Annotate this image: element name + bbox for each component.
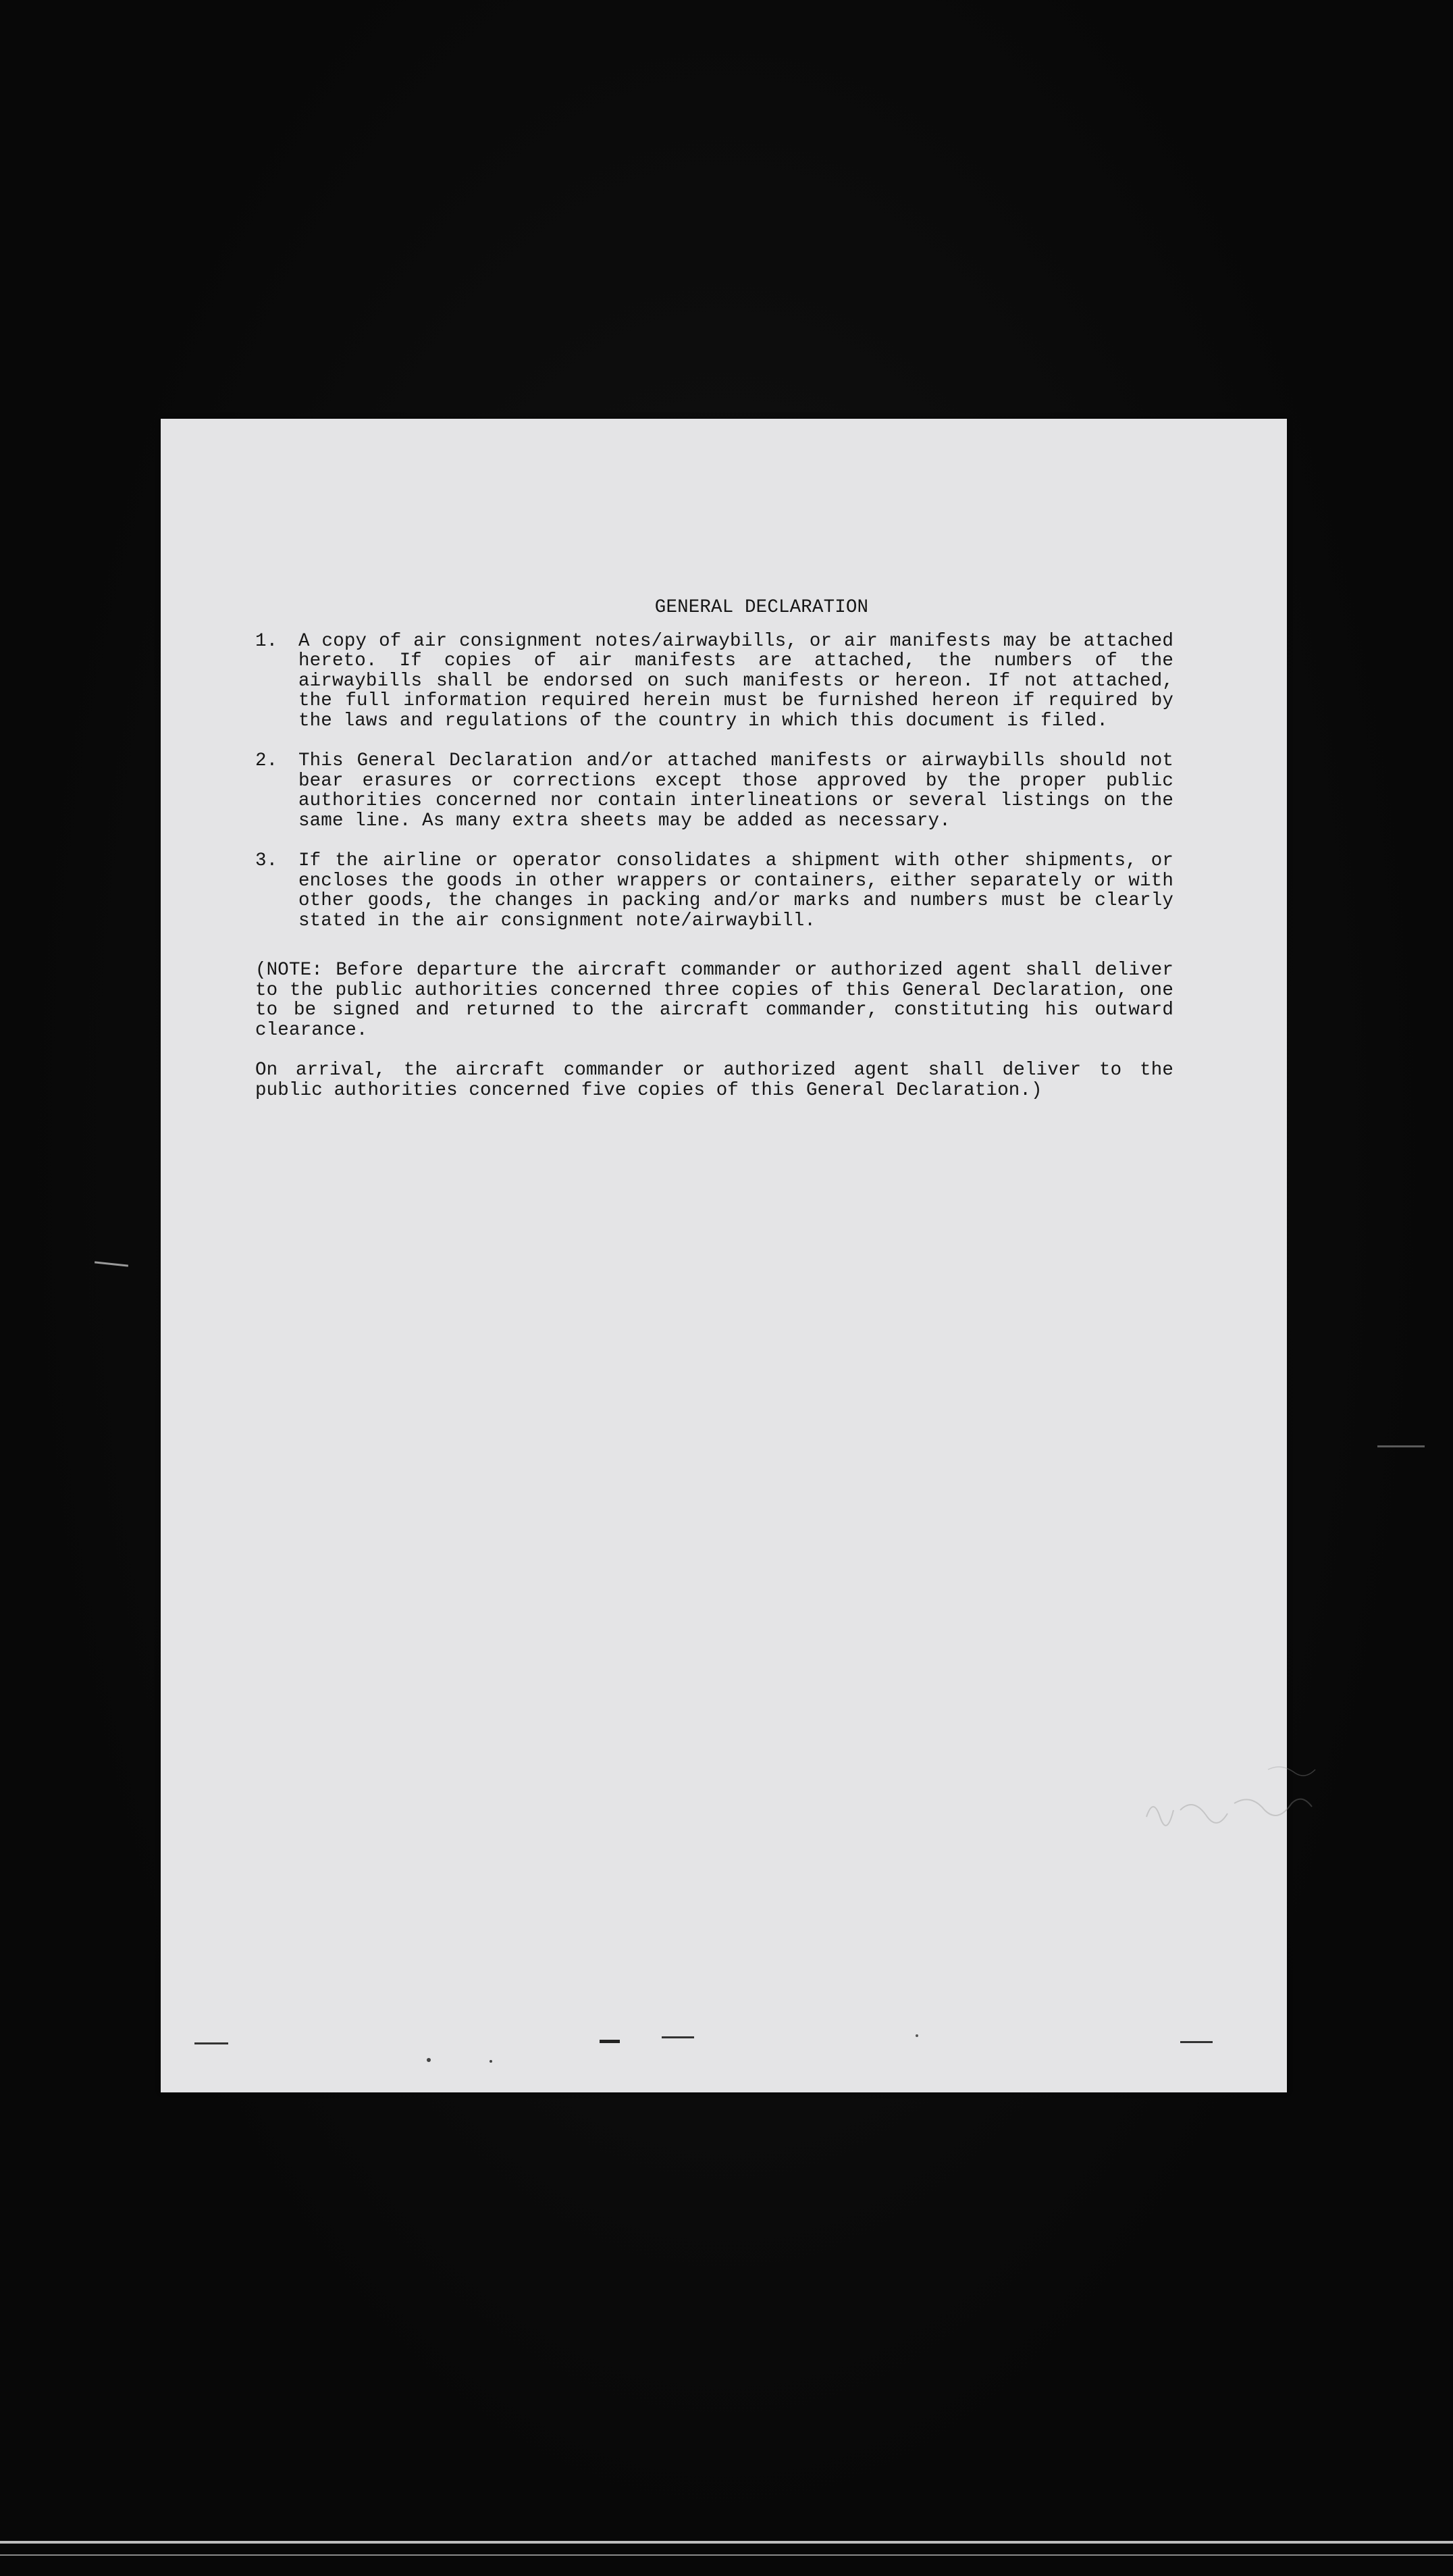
- item-text: This General Declaration and/or attached manifests or airwaybills should not bear erasures or corrections except those approved by the proper public authorities concerned nor contain interlineations or several listings on the same line. As many extra sheets may be added as necessary.: [298, 750, 1173, 831]
- departure-note: (NOTE: Before departure the aircraft commander or authorized agent shall deliver to the public authorities concerned three copies of this General Declaration, one to be signed and returned to the aircraft commander, constituting his outward clearance.: [255, 960, 1173, 1041]
- document-page: [161, 419, 1287, 2092]
- faint-handwritten-mark: [1133, 1756, 1403, 1851]
- scan-bottom-rule: [0, 2541, 1453, 2544]
- instruction-item: [255, 851, 1173, 931]
- scan-bottom-rule: [0, 2554, 1453, 2556]
- item-text: A copy of air consignment notes/airwaybills, or air manifests may be attached hereto. If copies of air manifests are attached, the numbers of the airwaybills shall be endorsed on such manifests or hereon. If not attached, the full information required herein must be furnished hereon if required by the laws and regulations of the country in which this document is filed.: [298, 630, 1173, 731]
- item-number: 1.: [255, 630, 278, 652]
- instruction-item: [255, 632, 1173, 731]
- instruction-item: [255, 751, 1173, 831]
- item-text: If the airline or operator consolidates a shipment with other shipments, or encloses the goods in other wrappers or containers, either separately or with other goods, the changes in packing and/or marks and numbers must be clearly stated in the air consignment note/airwaybill.: [298, 850, 1173, 931]
- arrival-note: On arrival, the aircraft commander or authorized agent shall deliver to the public authorities concerned five copies of this General Declaration.): [255, 1060, 1173, 1101]
- document-body: [255, 598, 1173, 1100]
- item-number: 3.: [255, 850, 278, 871]
- item-number: 2.: [255, 750, 278, 771]
- scan-edge-mark: [95, 1261, 128, 1266]
- document-title: GENERAL DECLARATION: [654, 597, 869, 618]
- scan-edge-mark: [1377, 1445, 1425, 1447]
